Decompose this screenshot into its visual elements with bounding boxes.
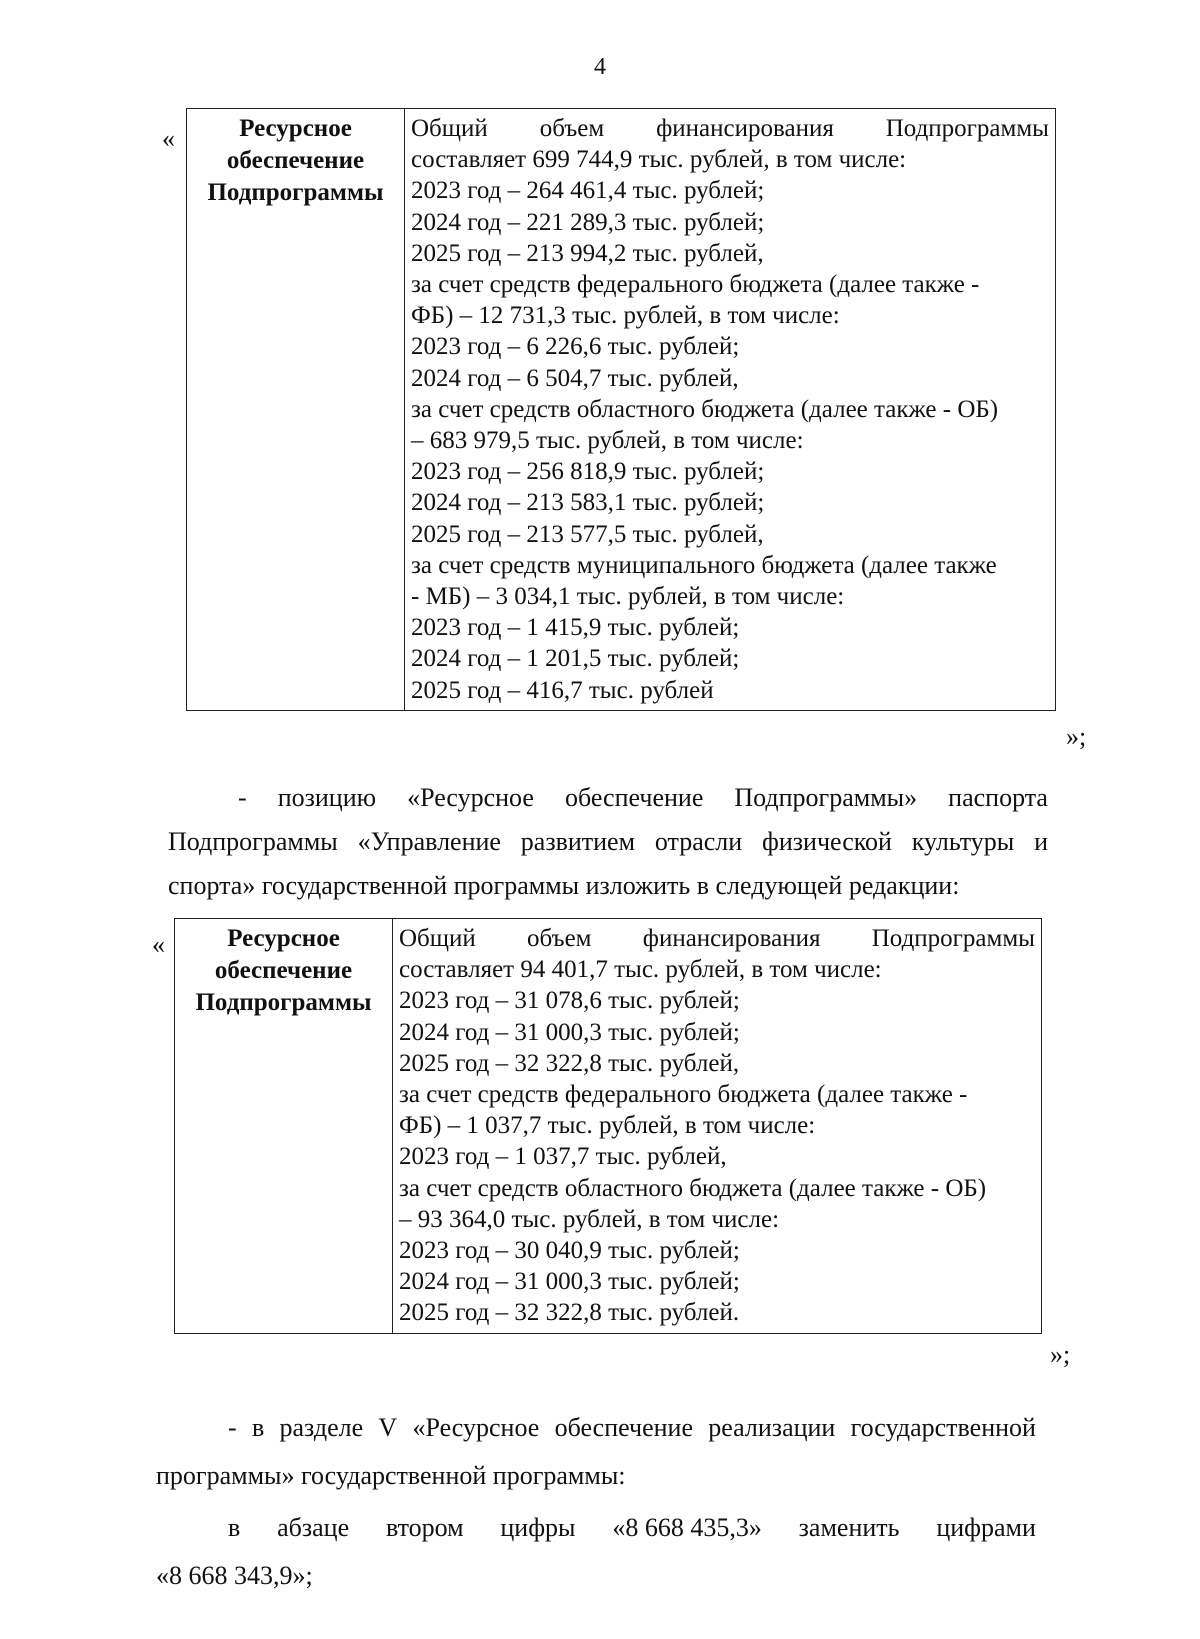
- table1-line: за счет средств областного бюджета (далее также - ОБ): [411, 395, 999, 423]
- table1-line: 2025 год – 416,7 тыс. рублей: [411, 676, 714, 704]
- paragraph1-line2: [168, 820, 1048, 864]
- word: разделе: [279, 1413, 364, 1442]
- word: цифрами: [936, 1513, 1036, 1542]
- table1-first-line: [411, 113, 1049, 144]
- word: реализации: [708, 1413, 836, 1442]
- table1-line: - МБ) – 3 034,1 тыс. рублей, в том числе:: [411, 583, 845, 611]
- table2-open-quote: «: [152, 930, 165, 959]
- table2-line: 2023 год – 31 078,6 тыс. рублей;: [399, 987, 740, 1015]
- table1-close-quote: »;: [1066, 722, 1087, 751]
- table1-line: 2025 год – 213 577,5 тыс. рублей,: [411, 520, 764, 548]
- word: -: [238, 783, 247, 812]
- paragraph2-line1: [156, 1404, 1036, 1452]
- table2-line: за счет средств областного бюджета (далее также - ОБ): [399, 1174, 987, 1202]
- paragraph2-line3: [156, 1504, 1036, 1552]
- word: «Ресурсное: [407, 783, 534, 812]
- paragraph-section-v-change: [156, 1404, 1036, 1600]
- word: обеспечение: [564, 783, 704, 812]
- table1-line: 2024 год – 6 504,7 тыс. рублей,: [411, 364, 739, 392]
- word: V: [378, 1413, 398, 1442]
- table2-content-cell: [393, 919, 1042, 1334]
- word: государственной: [850, 1413, 1036, 1442]
- word: развитием: [520, 827, 636, 856]
- table1-content-cell: [405, 109, 1056, 711]
- table2-first-line: [399, 923, 1035, 954]
- table2-label-line: обеспечение: [214, 957, 353, 984]
- table1-label-cell: [187, 109, 405, 711]
- table2-line: 2023 год – 30 040,9 тыс. рублей;: [399, 1237, 740, 1265]
- table1-line: – 683 979,5 тыс. рублей, в том числе:: [411, 427, 804, 455]
- word: абзаце: [277, 1513, 350, 1542]
- table1-line: за счет средств муниципального бюджета (далее также: [411, 551, 997, 579]
- word: цифры: [500, 1513, 576, 1542]
- table2-line: 2023 год – 1 037,7 тыс. рублей,: [399, 1143, 727, 1171]
- table2-line: составляет 94 401,7 тыс. рублей, в том числе:: [399, 956, 882, 984]
- word: в: [228, 1513, 241, 1542]
- word: Подпрограммы»: [734, 783, 918, 812]
- word: Общий: [399, 925, 476, 952]
- table1-label-line: Подпрограммы: [207, 179, 384, 206]
- word: культуры: [911, 827, 1015, 856]
- table2-close-quote: »;: [1050, 1340, 1071, 1369]
- table1-resource-passport: [186, 108, 1056, 711]
- word: объем: [539, 115, 605, 142]
- word: физической: [762, 827, 892, 856]
- table2-resource-passport: [174, 918, 1042, 1334]
- table2-line: 2024 год – 31 000,3 тыс. рублей;: [399, 1018, 740, 1046]
- word: отрасли: [654, 827, 743, 856]
- word: заменить: [798, 1513, 900, 1542]
- word: Подпрограммы: [168, 827, 338, 856]
- word: в: [251, 1413, 265, 1442]
- paragraph1-line3: спорта» государственной программы изложить в следующей редакции:: [168, 871, 960, 900]
- word: «Управление: [357, 827, 501, 856]
- word: позицию: [277, 783, 377, 812]
- table2-line: 2025 год – 32 322,8 тыс. рублей,: [399, 1049, 740, 1077]
- word: втором: [385, 1513, 464, 1542]
- table2-line: 2024 год – 31 000,3 тыс. рублей;: [399, 1268, 740, 1296]
- page-number: 4: [594, 54, 606, 80]
- word: «8 668 435,3»: [612, 1513, 762, 1542]
- table2-line: 2025 год – 32 322,8 тыс. рублей.: [399, 1299, 740, 1327]
- table1-line: 2024 год – 221 289,3 тыс. рублей;: [411, 208, 765, 236]
- table2-line: ФБ) – 1 037,7 тыс. рублей, в том числе:: [399, 1112, 816, 1140]
- table1-line: 2024 год – 1 201,5 тыс. рублей;: [411, 645, 740, 673]
- paragraph-position-change: [168, 776, 1048, 908]
- word: Общий: [411, 115, 488, 142]
- table2-label-line: Ресурсное: [227, 925, 340, 952]
- paragraph1-line1: [168, 776, 1048, 820]
- paragraph2-line4: «8 668 343,9»;: [156, 1561, 313, 1590]
- table2-label-cell: [175, 919, 393, 1334]
- word: финансирования: [656, 115, 834, 142]
- word: паспорта: [948, 783, 1048, 812]
- table1-line: 2023 год – 1 415,9 тыс. рублей;: [411, 614, 740, 642]
- word: и: [1034, 827, 1048, 856]
- table2-line: за счет средств федерального бюджета (далее также -: [399, 1081, 968, 1109]
- word: Подпрограммы: [885, 115, 1049, 142]
- word: объем: [527, 925, 592, 952]
- table1-line: 2023 год – 6 226,6 тыс. рублей;: [411, 333, 740, 361]
- table2-label-line: Подпрограммы: [195, 989, 372, 1016]
- table1-line: 2025 год – 213 994,2 тыс. рублей,: [411, 239, 764, 267]
- table1-line: ФБ) – 12 731,3 тыс. рублей, в том числе:: [411, 302, 840, 330]
- table2-line: – 93 364,0 тыс. рублей, в том числе:: [399, 1205, 780, 1233]
- word: Подпрограммы: [871, 925, 1035, 952]
- word: финансирования: [642, 925, 821, 952]
- table1-label-line: обеспечение: [226, 147, 365, 174]
- table1-line: 2023 год – 256 818,9 тыс. рублей;: [411, 458, 765, 486]
- word: -: [228, 1413, 237, 1442]
- paragraph2-line2: программы» государственной программы:: [156, 1461, 626, 1490]
- table1-open-quote: «: [162, 124, 175, 153]
- table1-line: 2024 год – 213 583,1 тыс. рублей;: [411, 489, 765, 517]
- table1-line: составляет 699 744,9 тыс. рублей, в том числе:: [411, 146, 907, 174]
- table1-label-line: Ресурсное: [239, 115, 352, 142]
- table1-line: 2023 год – 264 461,4 тыс. рублей;: [411, 177, 765, 205]
- table1-line: за счет средств федерального бюджета (далее также -: [411, 271, 980, 299]
- word: обеспечение: [554, 1413, 693, 1442]
- word: «Ресурсное: [412, 1413, 540, 1442]
